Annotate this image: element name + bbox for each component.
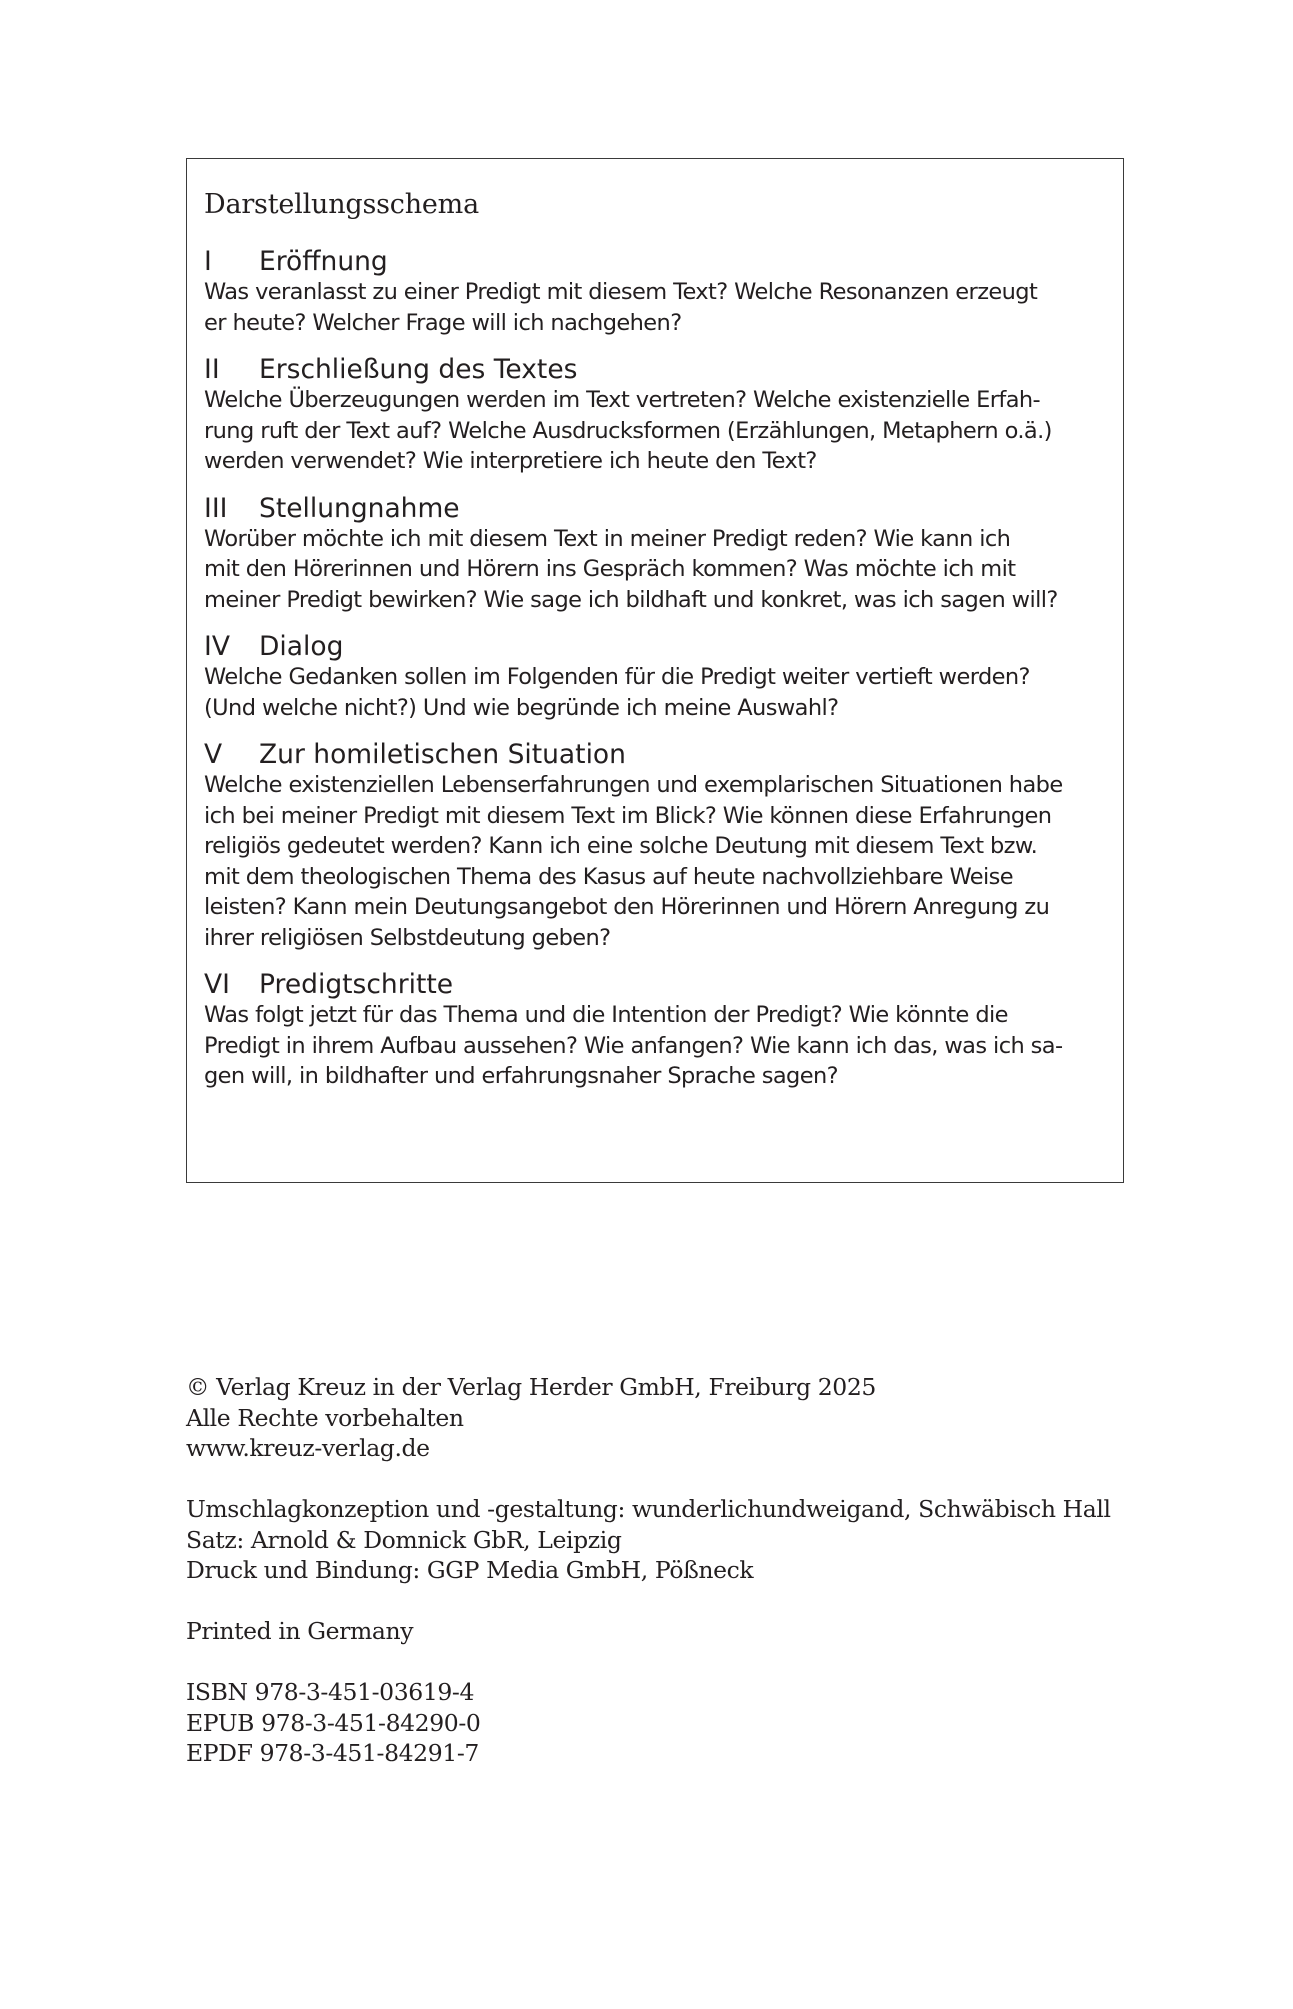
body-line: mit den Hörerinnen und Hörern ins Gespräch kommen? Was möchte ich mit bbox=[204, 556, 1016, 583]
copyright-line: © Verlag Kreuz in der Verlag Herder GmbH, Freiburg 2025 bbox=[186, 1373, 876, 1401]
schema-title: Darstellungsschema bbox=[204, 189, 479, 220]
section-dialog bbox=[204, 632, 1105, 723]
typesetting-line: Satz: Arnold & Domnick GbR, Leipzig bbox=[186, 1525, 622, 1554]
section-number: V bbox=[204, 739, 223, 771]
section-body bbox=[204, 770, 1105, 953]
body-line: Welche Überzeugungen werden im Text vertreten? Welche existenzielle Erfah- bbox=[204, 387, 1041, 414]
body-line: Welche Gedanken sollen im Folgenden für die Predigt weiter vertieft werden? bbox=[204, 664, 1030, 691]
section-homiletische-situation bbox=[204, 740, 1105, 953]
body-line: Predigt in ihrem Aufbau aussehen? Wie anfangen? Wie kann ich das, was ich sa- bbox=[204, 1032, 1063, 1059]
body-line: werden verwendet? Wie interpretiere ich heute den Text? bbox=[204, 448, 817, 475]
imprint bbox=[186, 1372, 1111, 1799]
section-number: III bbox=[204, 492, 228, 524]
section-title: Predigtschritte bbox=[259, 969, 454, 1001]
body-line: ich bei meiner Predigt mit diesem Text im Blick? Wie können diese Erfahrungen bbox=[204, 802, 1052, 829]
epdf-line: EPDF 978-3-451-84291-7 bbox=[186, 1739, 479, 1767]
section-body bbox=[204, 662, 1105, 723]
section-heading bbox=[204, 247, 1105, 277]
section-eroeffnung bbox=[204, 247, 1105, 338]
body-line: gen will, in bildhafter und erfahrungsnaher Sprache sagen? bbox=[204, 1063, 838, 1090]
body-line: religiös gedeutet werden? Kann ich eine solche Deutung mit diesem Text bzw. bbox=[204, 833, 1038, 860]
section-heading bbox=[204, 740, 1105, 770]
section-heading bbox=[204, 970, 1105, 1000]
body-line: (Und welche nicht?) Und wie begründe ich meine Auswahl? bbox=[204, 694, 839, 721]
section-predigtschritte bbox=[204, 970, 1105, 1092]
body-line: Was folgt jetzt für das Thema und die Intention der Predigt? Wie könnte die bbox=[204, 1002, 1008, 1029]
section-body bbox=[204, 277, 1105, 338]
section-number: IV bbox=[204, 631, 230, 663]
section-title: Dialog bbox=[259, 631, 344, 663]
imprint-production bbox=[186, 1494, 1111, 1586]
body-line: Worüber möchte ich mit diesem Text in meiner Predigt reden? Wie kann ich bbox=[204, 525, 1011, 552]
cover-design-line: Umschlagkonzeption und -gestaltung: wunderlichundweigand, Schwäbisch Hall bbox=[186, 1495, 1111, 1523]
section-stellungnahme bbox=[204, 494, 1105, 616]
epub-line: EPUB 978-3-451-84290-0 bbox=[186, 1708, 481, 1737]
section-heading bbox=[204, 494, 1105, 524]
section-number: II bbox=[204, 354, 220, 386]
isbn-line: ISBN 978-3-451-03619-4 bbox=[186, 1678, 475, 1706]
section-title: Erschließung des Textes bbox=[259, 354, 578, 386]
body-line: Was veranlasst zu einer Predigt mit diesem Text? Welche Resonanzen erzeugt bbox=[204, 279, 1038, 306]
body-line: rung ruft der Text auf? Welche Ausdrucksformen (Erzählungen, Metaphern o.ä.) bbox=[204, 417, 1052, 444]
rights-line: Alle Rechte vorbehalten bbox=[186, 1403, 464, 1432]
printing-line: Druck und Bindung: GGP Media GmbH, Pößneck bbox=[186, 1556, 754, 1584]
imprint-identifiers bbox=[186, 1677, 1111, 1769]
section-title: Eröffnung bbox=[259, 246, 388, 278]
section-title: Stellungnahme bbox=[259, 492, 460, 524]
body-line: Welche existenziellen Lebenserfahrungen und exemplarischen Situationen habe bbox=[204, 772, 1063, 799]
imprint-origin bbox=[186, 1616, 1111, 1647]
section-number: VI bbox=[204, 969, 230, 1001]
website-link: www.kreuz-verlag.de bbox=[186, 1434, 430, 1462]
section-body bbox=[204, 524, 1105, 616]
section-heading bbox=[204, 632, 1105, 662]
section-title: Zur homiletischen Situation bbox=[259, 739, 626, 771]
section-number: I bbox=[204, 246, 212, 278]
body-line: er heute? Welcher Frage will ich nachgehen? bbox=[204, 309, 682, 336]
imprint-publisher bbox=[186, 1372, 1111, 1464]
section-erschliessung bbox=[204, 355, 1105, 477]
section-body bbox=[204, 1000, 1105, 1092]
body-line: meiner Predigt bewirken? Wie sage ich bildhaft und konkret, was ich sagen will? bbox=[204, 586, 1058, 613]
printed-in-line: Printed in Germany bbox=[186, 1617, 414, 1645]
schema-box bbox=[186, 158, 1124, 1183]
section-body bbox=[204, 385, 1105, 477]
body-line: leisten? Kann mein Deutungsangebot den Hörerinnen und Hörern Anregung zu bbox=[204, 894, 1050, 921]
body-line: ihrer religiösen Selbstdeutung geben? bbox=[204, 924, 611, 951]
section-heading bbox=[204, 355, 1105, 385]
body-line: mit dem theologischen Thema des Kasus auf heute nachvollziehbare Weise bbox=[204, 863, 1014, 890]
